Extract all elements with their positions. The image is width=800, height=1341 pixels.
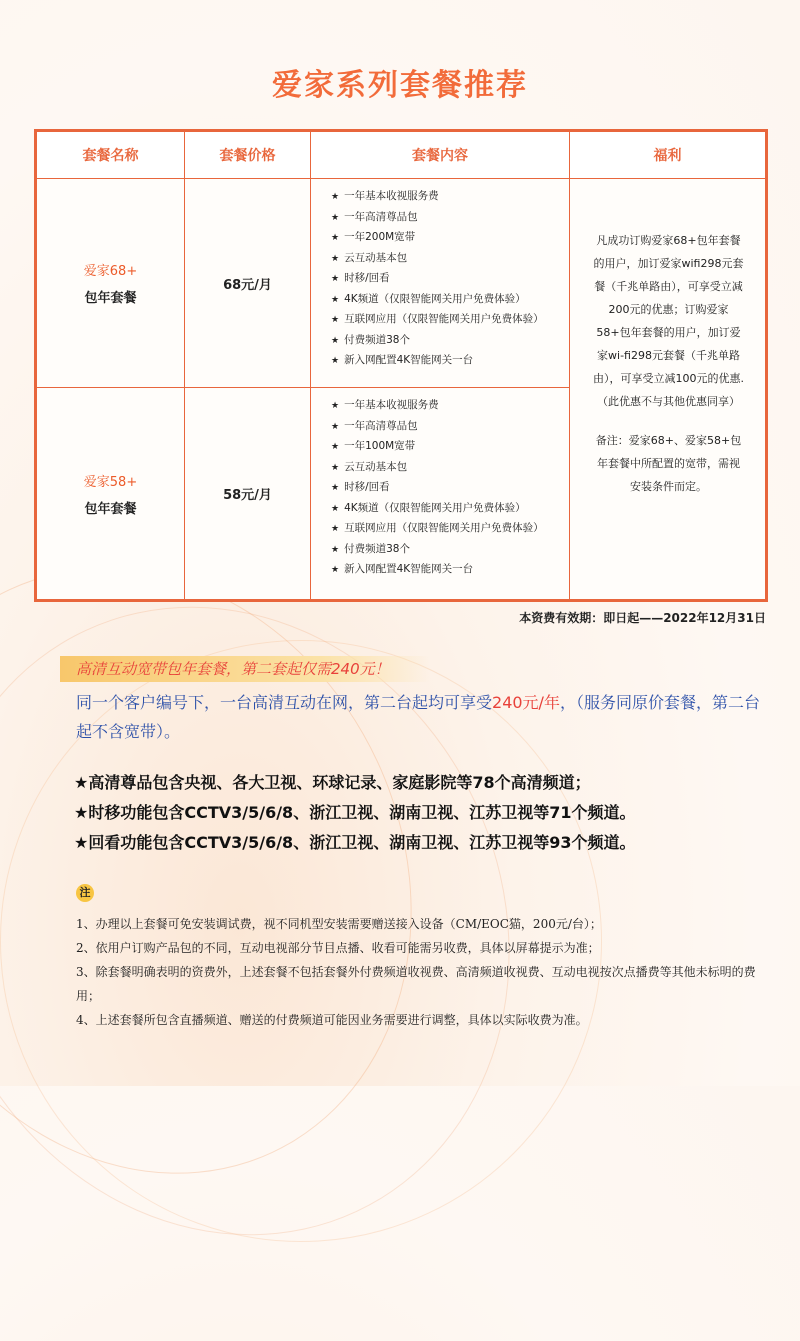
plan-content-list [331,396,569,581]
plan-name-cell [36,388,185,601]
plan-content-cell [311,388,570,601]
plan-price: 68元/月 [185,179,311,388]
plan-name: 爱家58+ [83,474,138,490]
list-item: ★ 互联网应用（仅限智能网关用户免费体验） [331,519,569,540]
list-item: ★ 新入网配置4K智能网关一台 [331,560,569,581]
list-item: ★ 一年高清尊品包 [331,208,569,229]
list-item: ★ 付费频道38个 [331,331,569,352]
list-item: ★ 云互动基本包 [331,458,569,479]
benefit-note: 备注：爱家68+、爱家58+包年套餐中所配置的宽带，需视安装条件而定。 [595,434,742,493]
plan-name: 爱家68+ [83,264,138,279]
promo-text-after: ，（服务同原价套餐，第二台起不含宽带）。 [76,693,760,741]
list-item: ★ 新入网配置4K智能网关一台 [331,351,569,372]
note-item: 4、上述套餐所包含直播频道、赠送的付费频道可能因业务需要进行调整，具体以实际收费为准。 [76,1013,588,1027]
notes-list [76,912,776,1032]
list-item: ★ 时移/回看 [331,269,569,290]
note-item: 1、办理以上套餐可免安装调试费，视不同机型安装需要赠送接入设备（CM/EOC猫，200元/台）； [76,917,602,931]
plan-subtitle: 包年套餐 [84,291,137,306]
promo-price-highlight: 240元/年 [492,693,560,712]
header-plan-price: 套餐价格 [185,131,311,179]
promo-description [76,688,766,746]
note-item: 3、除套餐明确表明的资费外，上述套餐不包括套餐外付费频道收视费、高清频道收视费、互动电视按次点播费等其他未标明的费用； [76,965,756,1003]
plan-content-cell [311,179,570,388]
list-item: ★ 一年200M宽带 [331,228,569,249]
header-plan-content: 套餐内容 [311,131,570,179]
list-item: ★ 一年基本收视服务费 [331,396,569,417]
promo-banner [60,656,430,682]
promo-text-before: 同一个客户编号下，一台高清互动在网，第二台起均可享受 [76,693,493,712]
plan-table [34,129,768,602]
note-badge: 注 [76,884,94,902]
list-item: ★ 一年高清尊品包 [331,417,569,438]
plan-price: 58元/月 [185,388,311,601]
plan-name-cell [36,179,185,388]
feature-item: ★高清尊品包含央视、各大卫视、环球记录、家庭影院等78个高清频道； [74,773,591,792]
list-item: ★ 4K频道（仅限智能网关用户免费体验） [331,499,569,520]
promo-banner-text: 高清互动宽带包年套餐，第二套起仅需240元！ [76,660,390,678]
list-item: ★ 时移/回看 [331,478,569,499]
list-item: ★ 一年基本收视服务费 [331,187,569,208]
plan-content-list [331,187,569,372]
list-item: ★ 互联网应用（仅限智能网关用户免费体验） [331,310,569,331]
benefit-text: 凡成功订购爱家68+包年套餐的用户，加订爱家wifi298元套餐（千兆单路由），可享受立减200元的优惠；订购爱家58+包年套餐的用户，加订爱家wi-fi298元套餐（千兆单路由），可享受立减100元的优惠.（此优惠不与其他优惠同享） [593,234,744,408]
plan-subtitle: 包年套餐 [84,501,137,517]
benefit-cell [570,179,767,601]
list-item: ★ 4K频道（仅限智能网关用户免费体验） [331,290,569,311]
page-title: 爱家系列套餐推荐 [272,68,528,103]
table-header-row [36,131,767,179]
validity-period: 本资费有效期：即日起——2022年12月31日 [519,611,766,625]
list-item: ★ 云互动基本包 [331,249,569,270]
feature-item: ★回看功能包含CCTV3/5/6/8、浙江卫视、湖南卫视、江苏卫视等93个频道。 [74,833,636,852]
list-item: ★ 付费频道38个 [331,540,569,561]
table-row [36,179,767,388]
header-benefit: 福利 [570,131,767,179]
feature-item: ★时移功能包含CCTV3/5/6/8、浙江卫视、湖南卫视、江苏卫视等71个频道。 [74,803,636,822]
note-item: 2、依用户订购产品包的不同，互动电视部分节目点播、收看可能需另收费，具体以屏幕提示为准； [76,941,600,955]
feature-list [74,768,774,858]
list-item: ★ 一年100M宽带 [331,437,569,458]
header-plan-name: 套餐名称 [36,131,185,179]
